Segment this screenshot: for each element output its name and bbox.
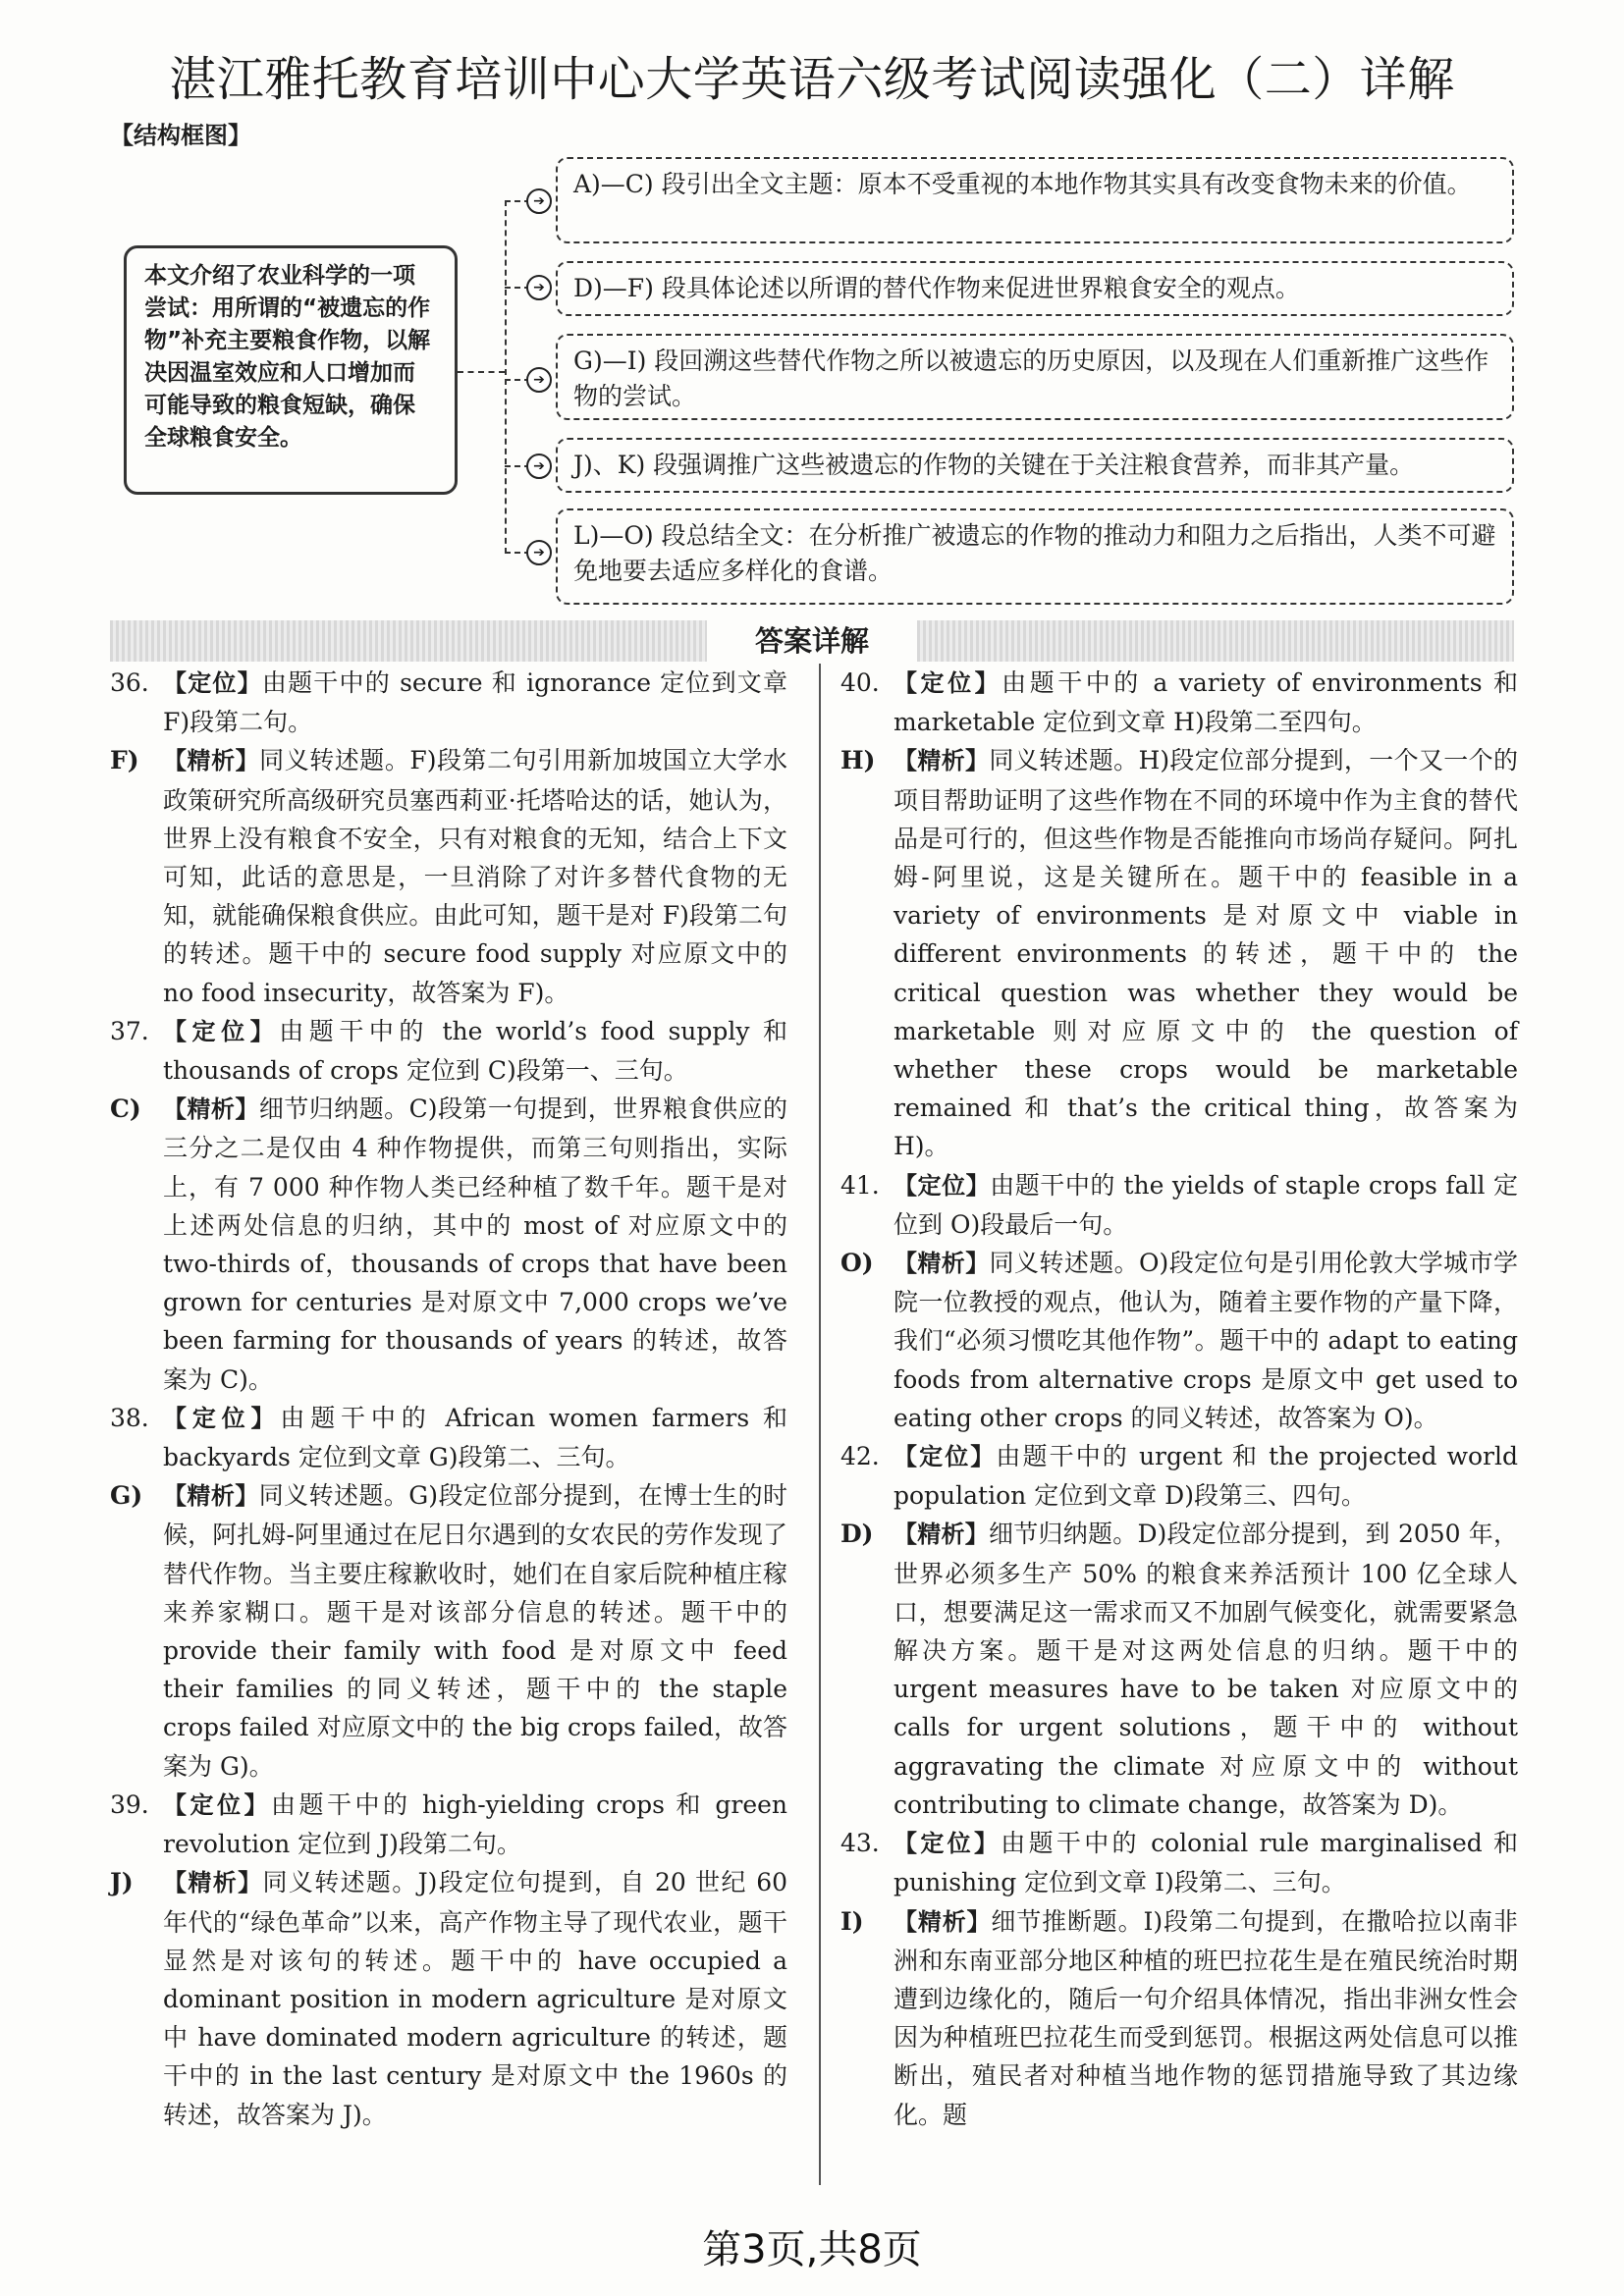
answer-entry (840, 1824, 1518, 1901)
structure-item: L)—O) 段总结全文：在分析推广被遗忘的作物的推动力和阻力之后指出，人类不可避免地要去适应多样化的食谱。 (556, 508, 1514, 605)
arrow-right-icon: ➔ (526, 540, 552, 565)
entry-tag: 【定位】 (163, 1404, 281, 1432)
entry-mark: D) (840, 1520, 874, 1549)
answer-entry (110, 1476, 787, 1786)
entry-text: 由题干中的 urgent 和 the projected world population 定位到文章 D)段第三、四句。 (893, 1442, 1518, 1511)
entry-mark: 41. (840, 1170, 880, 1200)
entry-mark: I) (840, 1906, 864, 1936)
entry-text: 同义转述题。J)段定位句提到，自 20 世纪 60 年代的“绿色革命”以来，高产作物主导了现代农业，题干显然是对该句的转述。题干中的 have occupied a dominant position in modern agriculture 是对原文中 have dominated modern agriculture 的转述，题干中的 in the last century 是对原文中 the 1960s 的转述，故答案为 J)。 (163, 1868, 788, 2129)
arrow-right-icon: ➔ (526, 367, 552, 393)
arrow-right-icon: ➔ (526, 275, 552, 300)
page-title: 湛江雅托教育培训中心大学英语六级考试阅读强化（二）详解 (169, 52, 1455, 107)
answer-entry (840, 1902, 1518, 2134)
entry-text: 由题干中的 the yields of staple crops fall 定位到 O)段最后一句。 (893, 1170, 1518, 1239)
entry-tag: 【定位】 (893, 1171, 991, 1200)
entry-mark: F) (110, 746, 139, 775)
entry-tag: 【精析】 (163, 1869, 263, 1897)
structure-item: G)—I) 段回溯这些替代作物之所以被遗忘的历史原因，以及现在人们重新推广这些作物的尝试。 (556, 334, 1514, 420)
entry-text: 同义转述题。G)段定位部分提到，在博士生的时候，阿扎姆-阿里通过在尼日尔遇到的女农民的劳作发现了替代作物。当主要庄稼歉收时，她们在自家后院种植庄稼来养家糊口。题干是对该部分信息的转述。题干中的 provide their family with food 是对原文中 feed their families 的同义转述，题干中的 the staple crops failed 对应原文中的 the big crops failed，故答案为 G)。 (163, 1481, 787, 1781)
entry-text: 同义转述题。F)段第二句引用新加坡国立大学水政策研究所高级研究员塞西莉亚·托塔哈达的话，她认为，世界上没有粮食不安全，只有对粮食的无知，结合上下文可知，此话的意思是，一旦消除了对许多替代食物的无知，就能确保粮食供应。由此可知，题干是对 F)段第二句的转述。题干中的 secure food supply 对应原文中的 no food insecurity，故答案为 F)。 (163, 746, 787, 1007)
structure-item: J)、K) 段强调推广这些被遗忘的作物的关键在于关注粮食营养，而非其产量。 (556, 438, 1514, 493)
connector-line (458, 371, 505, 373)
entry-mark: 43. (840, 1829, 880, 1858)
entry-tag: 【精析】 (893, 1250, 990, 1278)
entry-text: 同义转述题。O)段定位句是引用伦敦大学城市学院一位教授的观点，他认为，随着主要作物的产量下降，我们“必须习惯吃其他作物”。题干中的 adapt to eating foods from alternative crops 是原文中 get used to eating other crops 的同义转述，故答案为 O)。 (893, 1249, 1518, 1432)
summary-box: 本文介绍了农业科学的一项尝试：用所谓的“被遗忘的作物”补充主要粮食作物，以解决因温室效应和人口增加而可能导致的粮食短缺，确保全球粮食安全。 (124, 245, 458, 495)
entry-text: 由题干中的 secure 和 ignorance 定位到文章 F)段第二句。 (163, 668, 788, 737)
entry-mark: 36. (110, 668, 149, 697)
entry-text: 细节推断题。I)段第二句提到，在撒哈拉以南非洲和东南亚部分地区种植的班巴拉花生是在殖民统治时期遭到边缘化的，随后一句介绍具体情况，指出非洲女性会因为种植班巴拉花生而受到惩罚。根据这两处信息可以推断出，殖民者对种植当地作物的惩罚措施导致了其边缘化。题 (893, 1906, 1519, 2129)
entry-mark: 40. (840, 668, 880, 697)
entry-mark: 42. (840, 1442, 880, 1471)
answer-entry (840, 1244, 1518, 1437)
answer-entry (110, 741, 787, 1011)
entry-tag: 【定位】 (163, 1790, 272, 1819)
answer-entry (840, 1166, 1518, 1244)
entry-text: 同义转述题。H)段定位部分提到，一个又一个的项目帮助证明了这些作物在不同的环境中作为主食的替代品是可行的，但这些作物是否能推向市场尚存疑问。阿扎姆-阿里说，这是关键所在。题干中的 feasible in a variety of environments 是对原文中 viable in different environments 的转述，题干中的 the critical question was whether they would be marketable 则对应原文中的 the question of whether these crops would be marketable remained 和 that’s the critical thing，故答案为 H)。 (893, 746, 1518, 1161)
answers-heading: 答案详解 (707, 620, 917, 662)
arrow-right-icon: ➔ (526, 454, 552, 479)
entry-tag: 【定位】 (163, 1017, 280, 1045)
entry-text: 由题干中的 a variety of environments 和 marketable 定位到文章 H)段第二至四句。 (893, 668, 1519, 737)
right-column (840, 664, 1518, 2134)
entry-tag: 【精析】 (893, 1521, 989, 1549)
entry-mark: C) (110, 1095, 141, 1124)
entry-mark: G) (110, 1481, 143, 1511)
entry-tag: 【定位】 (163, 669, 262, 697)
entry-tag: 【精析】 (163, 747, 260, 775)
entry-mark: 39. (110, 1789, 149, 1819)
entry-tag: 【精析】 (163, 1095, 259, 1124)
entry-mark: 37. (110, 1016, 149, 1045)
answer-entry (110, 1786, 787, 1863)
entry-tag: 【定位】 (893, 1443, 997, 1471)
answer-entry (840, 1515, 1518, 1824)
entry-tag: 【定位】 (893, 669, 1002, 697)
entry-mark: O) (840, 1249, 874, 1278)
answer-entry (840, 664, 1518, 741)
entry-text: 细节归纳题。C)段第一句提到，世界粮食供应的三分之二是仅由 4 种作物提供，而第三句则指出，实际上，有 7 000 种作物人类已经种植了数千年。题干是对上述两处信息的归纳，其中的 most of 对应原文中的 two-thirds of，thousands of crops that have been grown for centuries 是对原文中 7,000 crops we’ve been farming for thousands of years 的转述，故答案为 C)。 (163, 1095, 788, 1394)
entry-text: 由题干中的 colonial rule marginalised 和 punishing 定位到文章 I)段第二、三句。 (893, 1829, 1519, 1897)
answer-entry (110, 1399, 787, 1476)
entry-mark: 38. (110, 1403, 149, 1432)
left-column (110, 664, 787, 2134)
entry-tag: 【精析】 (893, 1907, 992, 1936)
entry-text: 由题干中的 African women farmers 和 backyards 定位到文章 G)段第二、三句。 (163, 1403, 787, 1472)
structure-item: A)—C) 段引出全文主题：原本不受重视的本地作物其实具有改变食物未来的价值。 (556, 157, 1514, 243)
arrow-right-icon: ➔ (526, 188, 552, 214)
entry-mark: H) (840, 746, 876, 775)
entry-tag: 【定位】 (893, 1830, 1001, 1858)
answer-entry (840, 1437, 1518, 1515)
column-divider (819, 664, 821, 2185)
entry-text: 细节归纳题。D)段定位部分提到，到 2050 年，世界必须多生产 50% 的粮食来养活预计 100 亿全球人口，想要满足这一需求而又不加剧气候变化，就需要紧急解决方案。题干是对这两处信息的归纳。题干中的 urgent measures have to be taken 对应原文中的 calls for urgent solutions，题干中的 without aggravating the climate 对应原文中的 without contributing to climate change，故答案为 D)。 (893, 1520, 1519, 1819)
entry-text: 由题干中的 the world’s food supply 和 thousands of crops 定位到 C)段第一、三句。 (163, 1016, 788, 1086)
page-number: 第3页,共8页 (702, 2227, 922, 2272)
entry-text: 由题干中的 high-yielding crops 和 green revolution 定位到 J)段第二句。 (163, 1789, 788, 1859)
answer-entry (840, 741, 1518, 1165)
answer-entry (110, 1090, 787, 1399)
answer-entry (110, 1012, 787, 1090)
answer-entry (110, 1863, 787, 2133)
entry-tag: 【精析】 (163, 1482, 259, 1511)
bracket-line (505, 200, 507, 554)
answer-entry (110, 664, 787, 741)
section-label: 【结构框图】 (110, 122, 251, 149)
entry-tag: 【精析】 (893, 747, 990, 775)
structure-item: D)—F) 段具体论述以所谓的替代作物来促进世界粮食安全的观点。 (556, 261, 1514, 316)
entry-mark: J) (110, 1868, 134, 1897)
